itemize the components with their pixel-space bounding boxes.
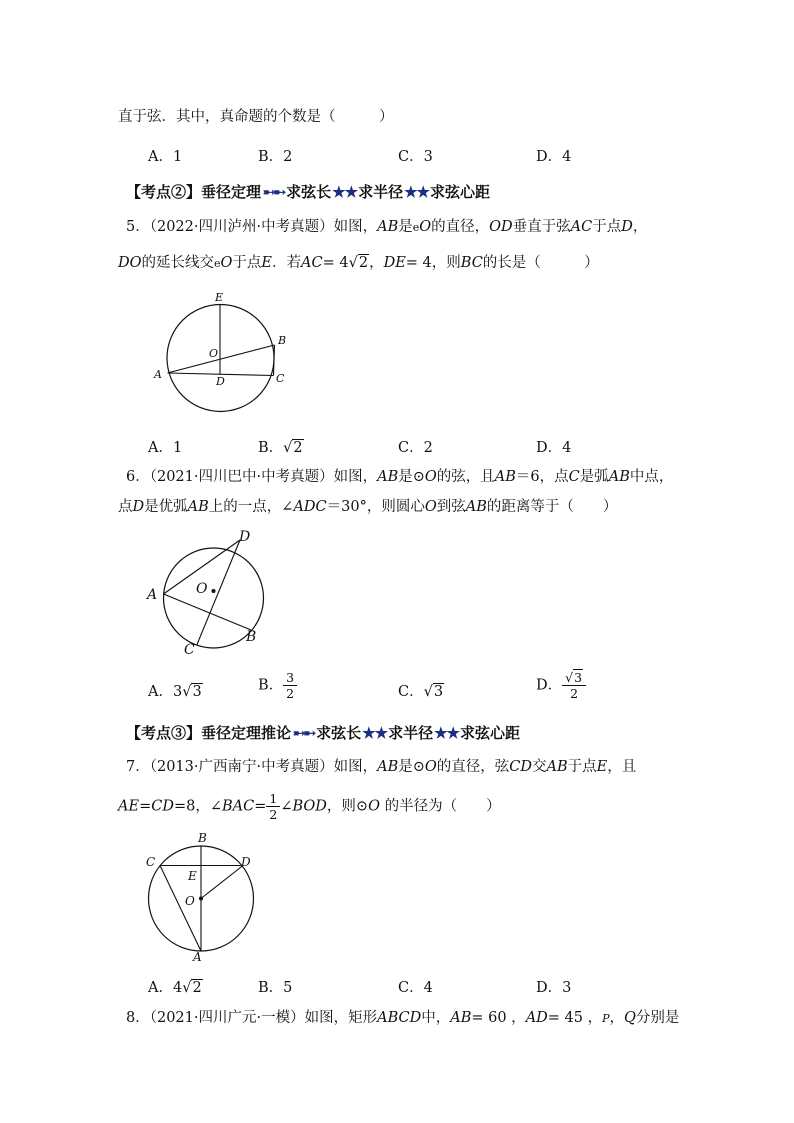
q7-figure	[140, 828, 270, 964]
q6-text: 是优弧	[144, 499, 188, 515]
q6-text: 上的一点，∠	[208, 499, 294, 515]
q5-figure	[150, 288, 300, 418]
q7-label-d: D	[241, 855, 251, 869]
q5-text: = 4	[322, 255, 349, 271]
q6-text: 是弧	[579, 469, 609, 485]
q8-line-1	[126, 1008, 679, 1029]
q8-text: ，	[609, 1010, 625, 1026]
q5-text: 是	[398, 219, 413, 235]
star-icon: ★★	[434, 724, 459, 742]
q6-var: AB	[377, 469, 399, 485]
q7-text: 的直径，弦	[436, 759, 510, 775]
q7-text: 于点	[567, 759, 597, 775]
q6-label-b: B	[246, 629, 257, 645]
q7-text: 7．（2013·广西南宁·中考真题）如图，	[126, 759, 378, 775]
q6-label-c: C	[184, 642, 195, 658]
q8-text: 中，	[421, 1010, 451, 1026]
q6-text: 到弦	[436, 499, 466, 515]
q5-text: ，	[632, 219, 648, 235]
q5-var: E	[261, 255, 273, 271]
q6-option-a[interactable]	[148, 680, 203, 701]
q6-text: 点	[118, 499, 133, 515]
q7-text: =	[254, 798, 267, 815]
q5-line-1	[126, 217, 647, 238]
q5-option-b[interactable]	[258, 436, 304, 457]
q6-var: AB	[608, 469, 630, 485]
q5-label-e: E	[215, 291, 224, 304]
q5-var: AB	[377, 219, 399, 235]
q6-text: 的弦，且	[436, 469, 495, 485]
q8-var: P	[602, 1012, 610, 1025]
sqrt-symbol: √3	[182, 684, 202, 700]
sqrt-radicand: 3	[192, 684, 202, 700]
q7-var: AE	[118, 798, 140, 815]
fraction-numerator	[562, 670, 586, 686]
fraction-denominator: 2	[286, 686, 295, 701]
sqrt-symbol: √3	[565, 670, 583, 685]
q6-var: AB	[465, 499, 487, 515]
q7-var: O	[424, 759, 437, 775]
q7-var: AB	[546, 759, 568, 775]
section2-part1: 求弦长	[286, 183, 332, 201]
q7-label-e: E	[188, 869, 197, 883]
q7-text: ∠	[280, 798, 293, 815]
q7-var: CD	[151, 798, 174, 815]
q5-text: = 4	[405, 255, 432, 271]
q5-option-d[interactable]: D．4	[536, 440, 572, 456]
q6-figure	[142, 525, 277, 660]
sqrt-radicand: 2	[358, 255, 369, 271]
q7-label-b: B	[198, 831, 207, 845]
q8-var: ABCD	[377, 1010, 422, 1026]
q5-text: ，	[369, 255, 384, 271]
sqrt-radicand: 3	[433, 684, 444, 700]
option-label: B．	[258, 677, 284, 694]
q5-var: BC	[460, 255, 483, 271]
q5-var: O	[419, 219, 432, 235]
q7-text: ，则⊙	[326, 798, 369, 815]
fraction-numerator: 3	[283, 670, 297, 686]
q6-label-d: D	[239, 529, 251, 545]
q5-text: 的直径，	[431, 219, 490, 235]
fraction	[283, 670, 297, 701]
q8-var: Q	[624, 1010, 636, 1026]
q4-option-c[interactable]: C．3	[398, 149, 433, 165]
sqrt-radicand: 2	[192, 980, 202, 996]
q6-label-a: A	[147, 587, 158, 603]
fraction-numerator: 1	[266, 791, 280, 807]
q6-var: AB	[494, 469, 516, 485]
q8-text: 分别是	[635, 1010, 680, 1026]
q6-var: O	[424, 469, 437, 485]
star-icon: ★★	[362, 724, 388, 742]
q8-var: AD	[525, 1010, 548, 1026]
q7-segment-od	[201, 866, 243, 899]
q5-option-c[interactable]: C．2	[398, 440, 433, 456]
sqrt-radicand: 2	[293, 440, 303, 456]
q8-text: = 45 ，	[547, 1010, 603, 1026]
q5-text: 垂直于弦	[512, 219, 571, 235]
section2-part3: 求弦心距	[430, 183, 491, 201]
option-label: C．	[398, 684, 424, 700]
sqrt-radicand: 3	[574, 670, 583, 685]
q5-var: O	[220, 255, 233, 271]
q6-text: 是⊙	[398, 469, 425, 485]
q5-text: 于点	[232, 255, 262, 271]
q5-label-c: C	[276, 372, 285, 385]
q6-segment-ab	[164, 594, 252, 630]
q6-option-d[interactable]	[536, 670, 586, 701]
q7-line-2	[118, 791, 501, 822]
q7-text: 的半径为（ ）	[379, 798, 501, 815]
q7-text: =	[139, 798, 152, 815]
section3-part3: 求弦心距	[460, 724, 521, 742]
q6-center-dot	[212, 589, 216, 593]
q7-option-d[interactable]: D．3	[536, 980, 572, 996]
q6-text: ＝6，点	[515, 469, 569, 485]
q6-text: ＝30°，则圆心	[326, 499, 425, 515]
q4-option-b[interactable]: B．2	[258, 149, 293, 165]
q5-var: DE	[383, 255, 406, 271]
star-icon: ★★	[332, 183, 358, 201]
sqrt-symbol: √2	[182, 980, 202, 996]
q7-var: AB	[377, 759, 399, 775]
q6-line-2	[118, 497, 617, 517]
q6-var: C	[568, 469, 580, 485]
q6-line-1	[126, 467, 673, 487]
q5-label-b: B	[278, 334, 287, 347]
circle-symbol: e	[412, 221, 420, 234]
q5-label-o: O	[209, 347, 219, 360]
fraction	[562, 670, 586, 701]
q4-stem-fragment: 直于弦．其中，真命题的个数是（ ）	[118, 109, 394, 125]
q7-option-a[interactable]	[148, 976, 203, 997]
q5-text: ，则	[431, 255, 461, 271]
q7-text: =8，∠	[173, 798, 222, 815]
q5-option-a[interactable]: A．1	[148, 440, 183, 456]
q6-var: AB	[187, 499, 209, 515]
q5-text: 于点	[592, 219, 622, 235]
q5-var: AC	[301, 255, 323, 271]
q7-line-1	[126, 757, 636, 777]
q5-var: AC	[570, 219, 593, 235]
q7-var: E	[596, 759, 608, 775]
q7-var: O	[368, 798, 380, 815]
q8-text: = 60 ，	[471, 1010, 526, 1026]
sqrt-symbol: √2	[283, 440, 303, 456]
option-label: B．	[258, 440, 284, 456]
q4-option-a[interactable]: A．1	[148, 149, 183, 165]
q5-text: ．若	[272, 255, 302, 271]
q7-var: BAC	[221, 798, 255, 815]
q8-text: 8．（2021·四川广元·一模）如图，矩形	[126, 1010, 378, 1026]
q6-text: 中点，	[629, 469, 674, 485]
sqrt-symbol: √3	[423, 684, 444, 700]
q5-label-d: D	[216, 375, 225, 388]
q6-label-o: O	[196, 581, 208, 597]
q5-text: 的延长线交	[141, 255, 215, 271]
q5-text: 5．（2022·四川泸州·中考真题）如图，	[126, 219, 378, 235]
q5-label-a: A	[154, 368, 162, 381]
q6-var: D	[132, 499, 145, 515]
section2-part2: 求半径	[358, 183, 404, 201]
q5-var: OD	[489, 219, 513, 235]
q4-option-d[interactable]: D．4	[536, 149, 572, 165]
q7-label-a: A	[193, 950, 202, 964]
option-label: A．3	[148, 684, 183, 700]
fraction-denominator: 2	[269, 807, 278, 822]
q7-option-b[interactable]: B．5	[258, 980, 293, 996]
fraction	[266, 791, 280, 822]
q7-var: BOD	[292, 798, 327, 815]
q7-text: ，且	[607, 759, 637, 775]
q7-option-c[interactable]: C．4	[398, 980, 433, 996]
q8-var: AB	[450, 1010, 472, 1026]
option-label: A．4	[148, 980, 183, 996]
section3-prefix: 【考点③】垂径定理推论	[126, 724, 292, 742]
q5-text: 的长是（ ）	[482, 255, 599, 271]
q7-var: CD	[509, 759, 533, 775]
option-label: D．	[536, 677, 563, 694]
q6-text: 的距离等于（ ）	[486, 499, 618, 515]
q7-text: 交	[532, 759, 547, 775]
q7-text: 是⊙	[398, 759, 425, 775]
star-icon: ★★	[404, 183, 429, 201]
section3-part1: 求弦长	[316, 724, 362, 742]
q6-var: ADC	[293, 499, 327, 515]
q5-segment-ab	[168, 345, 275, 373]
section-heading-2	[126, 181, 490, 202]
q5-var: D	[621, 219, 633, 235]
double-arrow-icon: ➸➸	[293, 724, 315, 742]
section2-prefix: 【考点②】垂径定理	[126, 183, 262, 201]
q5-line-2	[118, 253, 599, 274]
double-arrow-icon: ➸➸	[263, 183, 285, 201]
q6-options	[148, 670, 588, 708]
q5-var: DO	[118, 255, 142, 271]
q6-text: 6．（2021·四川巴中·中考真题）如图，	[126, 469, 378, 485]
section3-part2: 求半径	[388, 724, 434, 742]
section-heading-3	[126, 722, 520, 743]
fraction-denominator: 2	[570, 686, 579, 701]
q7-label-c: C	[146, 855, 156, 869]
q6-option-b[interactable]	[258, 670, 297, 701]
circle-symbol: e	[214, 257, 221, 270]
q7-center-dot	[199, 897, 203, 901]
q7-label-o: O	[185, 894, 195, 908]
q6-var: O	[424, 499, 437, 515]
q6-option-c[interactable]	[398, 680, 444, 701]
sqrt-symbol: √2	[348, 255, 369, 271]
